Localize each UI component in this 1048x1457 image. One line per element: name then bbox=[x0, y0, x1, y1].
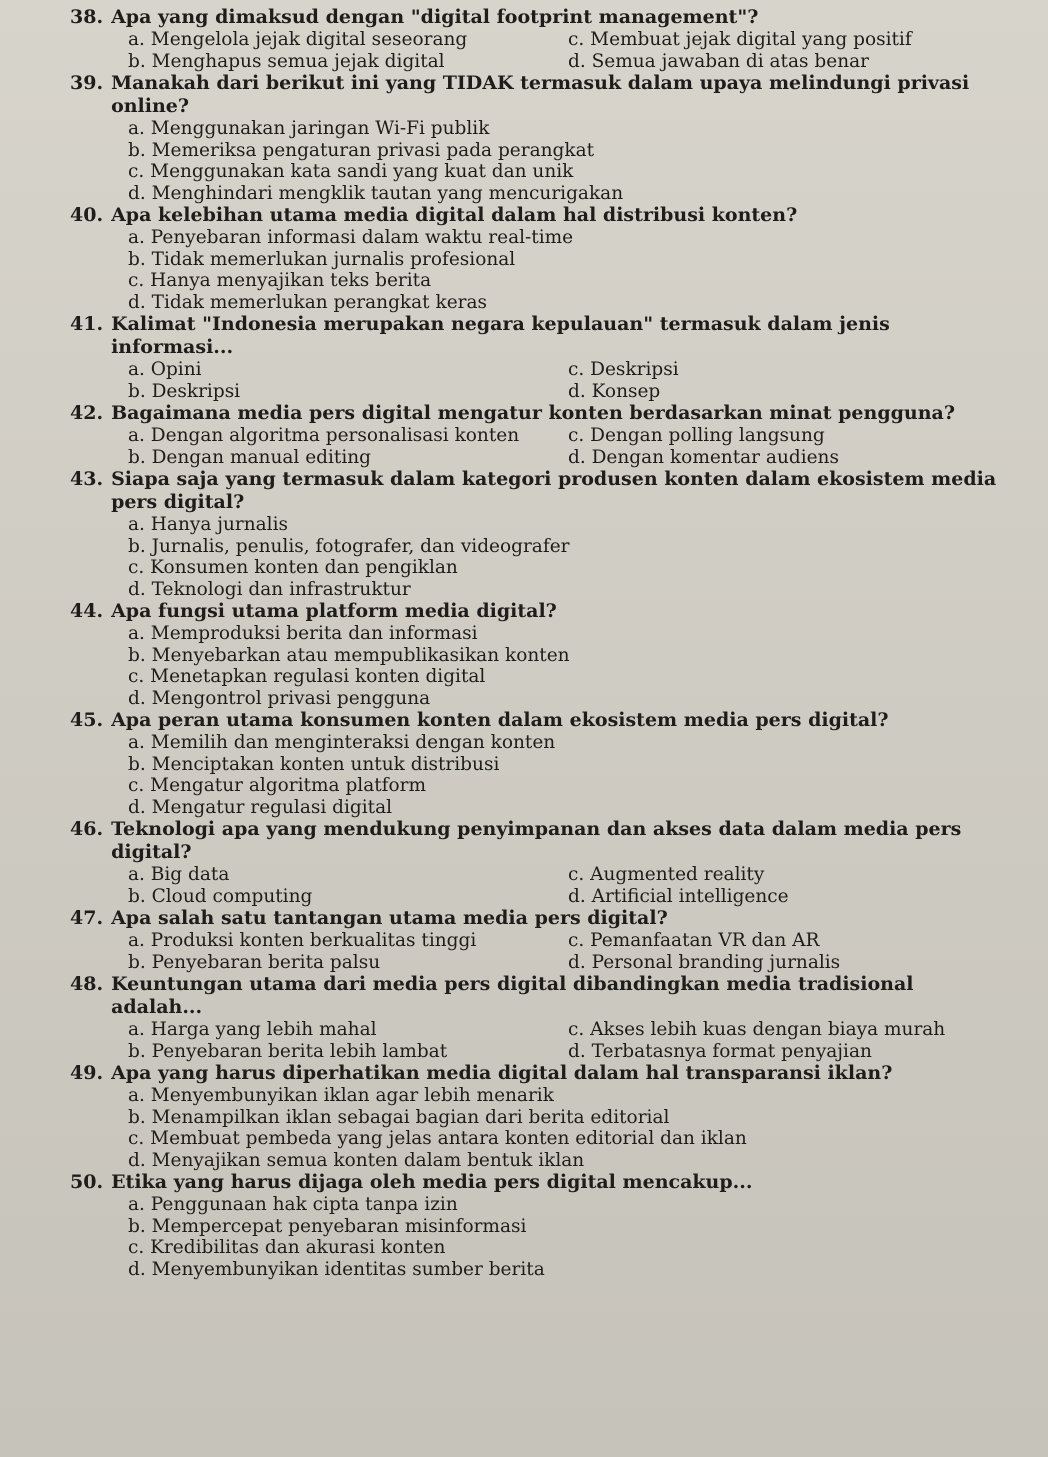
option-c: c. Kredibilitas dan akurasi konten bbox=[128, 1237, 446, 1258]
option-c: c. Konsumen konten dan pengiklan bbox=[128, 557, 458, 578]
option-d: d. Dengan komentar audiens bbox=[568, 446, 839, 468]
option-list bbox=[128, 864, 1008, 907]
question-number: 47. bbox=[70, 907, 104, 929]
question-44 bbox=[70, 600, 1008, 709]
option-d: d. Artificial intelligence bbox=[568, 885, 789, 907]
option-d: d. Menyembunyikan identitas sumber berita bbox=[128, 1258, 545, 1280]
option-list bbox=[128, 732, 1008, 818]
option-a: a. Penggunaan hak cipta tanpa izin bbox=[128, 1194, 458, 1215]
question-42 bbox=[70, 402, 1008, 468]
question-text: Etika yang harus dijaga oleh media pers digital mencakup... bbox=[111, 1171, 753, 1193]
option-b: b. Menghapus semua jejak digital bbox=[128, 50, 445, 72]
question-number: 42. bbox=[70, 402, 104, 424]
option-list bbox=[128, 425, 1008, 468]
option-b: b. Jurnalis, penulis, fotografer, dan videografer bbox=[128, 535, 570, 557]
option-list bbox=[128, 1085, 1008, 1171]
question-number: 45. bbox=[70, 709, 104, 731]
option-b: b. Cloud computing bbox=[128, 885, 313, 907]
question-number: 50. bbox=[70, 1171, 104, 1193]
question-text: Manakah dari berikut ini yang TIDAK termasuk dalam upaya melindungi privasi online? bbox=[111, 72, 970, 117]
question-text: Kalimat "Indonesia merupakan negara kepulauan" termasuk dalam jenis informasi... bbox=[111, 313, 890, 358]
option-a: a. Menggunakan jaringan Wi-Fi publik bbox=[128, 118, 490, 139]
question-text: Apa peran utama konsumen konten dalam ekosistem media pers digital? bbox=[111, 709, 889, 731]
question-text: Apa salah satu tantangan utama media pers digital? bbox=[111, 907, 668, 929]
option-b: b. Menyebarkan atau mempublikasikan konten bbox=[128, 644, 570, 666]
option-a: a. Big data bbox=[128, 864, 230, 885]
question-number: 46. bbox=[70, 818, 104, 840]
option-d: d. Menghindari mengklik tautan yang mencurigakan bbox=[128, 182, 624, 204]
option-a: a. Hanya jurnalis bbox=[128, 514, 288, 535]
option-a: a. Dengan algoritma personalisasi konten bbox=[128, 425, 520, 446]
option-a: a. Harga yang lebih mahal bbox=[128, 1019, 377, 1040]
option-b: b. Mempercepat penyebaran misinformasi bbox=[128, 1215, 527, 1237]
option-c: c. Pemanfaatan VR dan AR bbox=[568, 930, 820, 951]
option-list bbox=[128, 514, 1008, 600]
question-text: Bagaimana media pers digital mengatur konten berdasarkan minat pengguna? bbox=[111, 402, 955, 424]
option-c: c. Menggunakan kata sandi yang kuat dan unik bbox=[128, 161, 574, 182]
question-40 bbox=[70, 204, 1008, 313]
question-49 bbox=[70, 1062, 1008, 1171]
option-c: c. Deskripsi bbox=[568, 359, 679, 380]
question-text: Teknologi apa yang mendukung penyimpanan dan akses data dalam media pers digital? bbox=[111, 818, 962, 863]
option-list bbox=[128, 118, 1008, 204]
option-c: c. Membuat jejak digital yang positif bbox=[568, 29, 912, 50]
option-b: b. Menciptakan konten untuk distribusi bbox=[128, 753, 500, 775]
option-a: a. Penyebaran informasi dalam waktu real-time bbox=[128, 227, 574, 248]
option-d: d. Terbatasnya format penyajian bbox=[568, 1040, 872, 1062]
option-list bbox=[128, 1194, 1008, 1280]
question-47 bbox=[70, 907, 1008, 973]
option-list bbox=[128, 930, 1008, 973]
option-b: b. Menampilkan iklan sebagai bagian dari berita editorial bbox=[128, 1106, 670, 1128]
option-c: c. Augmented reality bbox=[568, 864, 765, 885]
question-50 bbox=[70, 1171, 1008, 1280]
option-c: c. Hanya menyajikan teks berita bbox=[128, 270, 432, 291]
option-d: d. Mengontrol privasi pengguna bbox=[128, 687, 431, 709]
option-d: d. Mengatur regulasi digital bbox=[128, 796, 393, 818]
question-39 bbox=[70, 72, 1008, 204]
question-text: Apa fungsi utama platform media digital? bbox=[111, 600, 557, 622]
question-45 bbox=[70, 709, 1008, 818]
question-text: Apa yang dimaksud dengan "digital footprint management"? bbox=[111, 6, 759, 28]
option-c: c. Dengan polling langsung bbox=[568, 425, 825, 446]
question-48 bbox=[70, 973, 1008, 1062]
question-number: 40. bbox=[70, 204, 104, 226]
option-c: c. Membuat pembeda yang jelas antara konten editorial dan iklan bbox=[128, 1128, 747, 1149]
option-b: b. Dengan manual editing bbox=[128, 446, 372, 468]
question-number: 39. bbox=[70, 72, 104, 94]
option-a: a. Menyembunyikan iklan agar lebih menarik bbox=[128, 1085, 554, 1106]
question-number: 41. bbox=[70, 313, 104, 335]
question-number: 43. bbox=[70, 468, 104, 490]
option-c: c. Menetapkan regulasi konten digital bbox=[128, 666, 486, 687]
option-a: a. Produksi konten berkualitas tinggi bbox=[128, 930, 477, 951]
option-list bbox=[128, 227, 1008, 313]
question-text: Apa kelebihan utama media digital dalam hal distribusi konten? bbox=[111, 204, 798, 226]
option-list bbox=[128, 359, 1008, 402]
option-a: a. Mengelola jejak digital seseorang bbox=[128, 29, 468, 50]
option-d: d. Teknologi dan infrastruktur bbox=[128, 578, 411, 600]
question-46 bbox=[70, 818, 1008, 907]
option-c: c. Akses lebih kuas dengan biaya murah bbox=[568, 1019, 946, 1040]
option-d: d. Semua jawaban di atas benar bbox=[568, 50, 869, 72]
question-38 bbox=[70, 6, 1008, 72]
question-text: Apa yang harus diperhatikan media digital dalam hal transparansi iklan? bbox=[111, 1062, 893, 1084]
option-b: b. Penyebaran berita lebih lambat bbox=[128, 1040, 448, 1062]
option-d: d. Tidak memerlukan perangkat keras bbox=[128, 291, 488, 313]
option-b: b. Tidak memerlukan jurnalis profesional bbox=[128, 248, 516, 270]
option-a: a. Opini bbox=[128, 359, 202, 380]
option-list bbox=[128, 29, 1008, 72]
option-b: b. Memeriksa pengaturan privasi pada perangkat bbox=[128, 139, 595, 161]
question-number: 49. bbox=[70, 1062, 104, 1084]
question-text: Keuntungan utama dari media pers digital dibandingkan media tradisional adalah... bbox=[111, 973, 914, 1018]
option-a: a. Memproduksi berita dan informasi bbox=[128, 623, 478, 644]
option-d: d. Personal branding jurnalis bbox=[568, 951, 841, 973]
option-a: a. Memilih dan menginteraksi dengan konten bbox=[128, 732, 556, 753]
option-b: b. Deskripsi bbox=[128, 380, 241, 402]
option-list bbox=[128, 623, 1008, 709]
question-number: 38. bbox=[70, 6, 104, 28]
question-43 bbox=[70, 468, 1008, 600]
question-41 bbox=[70, 313, 1008, 402]
question-text: Siapa saja yang termasuk dalam kategori produsen konten dalam ekosistem media pers digital? bbox=[111, 468, 997, 513]
option-d: d. Konsep bbox=[568, 380, 661, 402]
question-number: 48. bbox=[70, 973, 104, 995]
option-list bbox=[128, 1019, 1008, 1062]
option-d: d. Menyajikan semua konten dalam bentuk iklan bbox=[128, 1149, 585, 1171]
question-number: 44. bbox=[70, 600, 104, 622]
option-c: c. Mengatur algoritma platform bbox=[128, 775, 427, 796]
option-b: b. Penyebaran berita palsu bbox=[128, 951, 381, 973]
